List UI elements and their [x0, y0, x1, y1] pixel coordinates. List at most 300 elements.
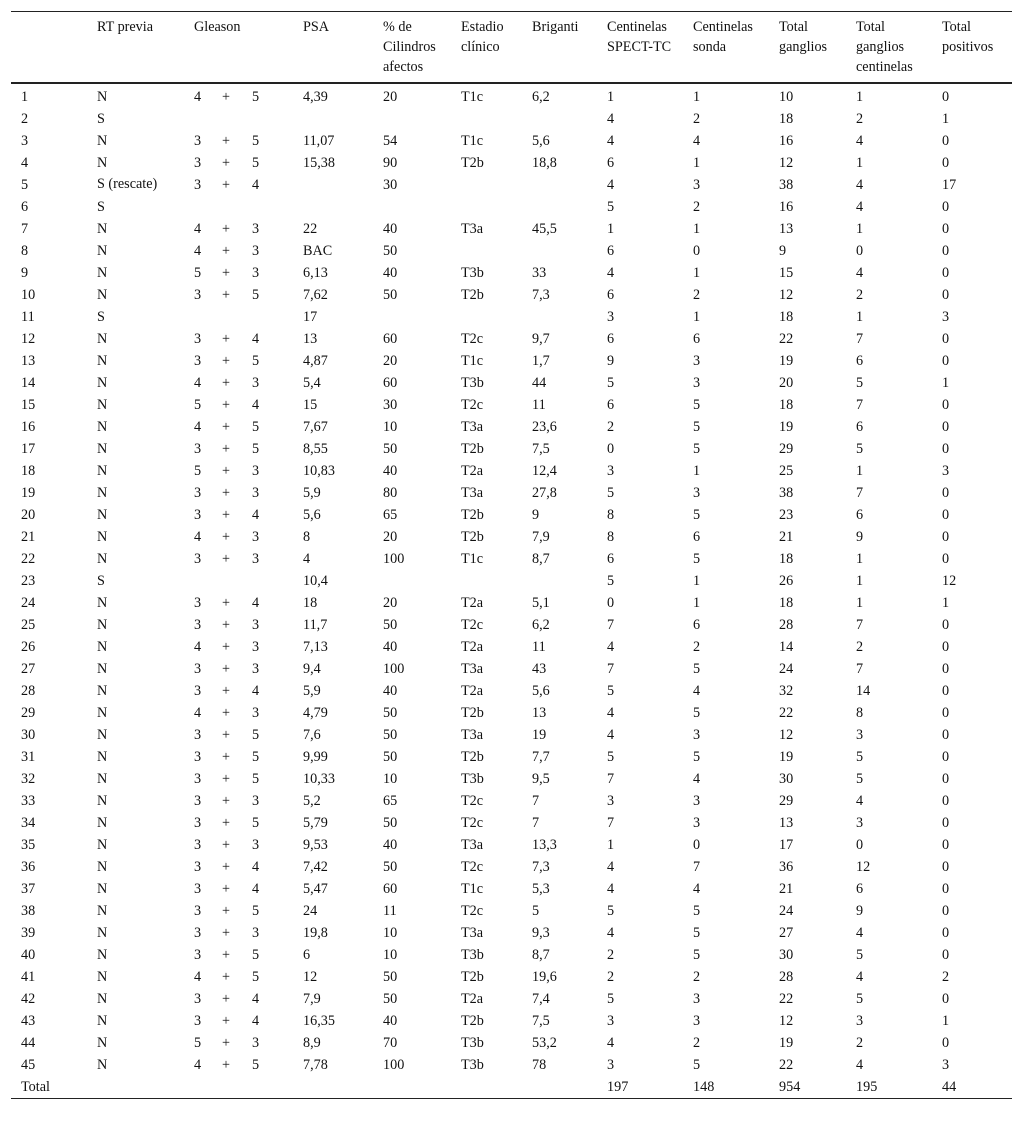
- total-centinelas-cell: 7: [856, 485, 864, 501]
- total-centinelas-cell: 0: [856, 243, 864, 259]
- gleason-primary: 4: [194, 705, 202, 721]
- total-centinelas-cell: 4: [856, 177, 864, 193]
- briganti-cell: 5,1: [532, 595, 550, 611]
- cilindros-cell: 20: [383, 89, 398, 105]
- briganti-cell: 23,6: [532, 419, 557, 435]
- rt-previa-cell: N: [97, 903, 108, 919]
- sonda-cell: 3: [693, 991, 701, 1007]
- total-positivos-cell: 3: [942, 309, 950, 325]
- cilindros-cell: 50: [383, 859, 398, 875]
- case-number-cell: 38: [21, 903, 36, 919]
- total-ganglios-cell: 21: [779, 881, 794, 897]
- gleason-cell: [184, 196, 293, 218]
- spect-cell: 3: [607, 1013, 615, 1029]
- psa-cell: 18: [303, 595, 318, 611]
- column-header: RT previa: [97, 19, 154, 35]
- total-ganglios-cell: 25: [779, 463, 794, 479]
- sonda-cell: 3: [693, 353, 701, 369]
- estadio-cell: T3b: [461, 771, 484, 787]
- total-ganglios-cell: 12: [779, 1013, 794, 1029]
- gleason-plus: +: [222, 837, 231, 853]
- total-ganglios-cell: 13: [779, 815, 794, 831]
- table-body: [11, 83, 1012, 1076]
- cilindros-cell: 90: [383, 155, 398, 171]
- total-positivos-cell: 0: [942, 199, 950, 215]
- spect-cell: 2: [607, 947, 615, 963]
- total-ganglios-cell: 18: [779, 309, 794, 325]
- total-centinelas-cell: 14: [856, 683, 871, 699]
- column-header: Total ganglios centinelas: [856, 19, 913, 75]
- spect-cell: 5: [607, 991, 615, 1007]
- briganti-cell: 33: [532, 265, 547, 281]
- gleason-plus: +: [222, 903, 231, 919]
- estadio-cell: T2b: [461, 705, 484, 721]
- cilindros-cell: 20: [383, 595, 398, 611]
- rt-previa-cell: S: [97, 199, 105, 215]
- briganti-cell: 12,4: [532, 463, 557, 479]
- cilindros-cell: 11: [383, 903, 397, 919]
- cilindros-cell: 40: [383, 221, 398, 237]
- briganti-cell: 19: [532, 727, 547, 743]
- estadio-cell: T2a: [461, 991, 484, 1007]
- sonda-cell: 5: [693, 661, 701, 677]
- gleason-secondary: 3: [252, 925, 260, 941]
- cilindros-cell: 30: [383, 177, 398, 193]
- case-number-cell: 2: [21, 111, 29, 127]
- gleason-primary: 3: [194, 617, 202, 633]
- gleason-primary: 3: [194, 661, 202, 677]
- rt-previa-cell: N: [97, 397, 108, 413]
- table-row: [11, 702, 1012, 724]
- briganti-cell: 78: [532, 1057, 547, 1073]
- gleason-secondary: 5: [252, 969, 260, 985]
- case-number-cell: 6: [21, 199, 29, 215]
- gleason-score: [194, 86, 259, 108]
- cilindros-cell: 65: [383, 793, 398, 809]
- sonda-cell: 7: [693, 859, 701, 875]
- gleason-score: [194, 944, 259, 966]
- gleason-score: [194, 592, 259, 614]
- table-row: [11, 768, 1012, 790]
- total-centinelas-cell: 7: [856, 661, 864, 677]
- gleason-plus: +: [222, 991, 231, 1007]
- gleason-score: [194, 394, 259, 416]
- table-row: [11, 834, 1012, 856]
- sonda-cell: 2: [693, 969, 701, 985]
- spect-cell: 4: [607, 925, 615, 941]
- cilindros-cell: 50: [383, 991, 398, 1007]
- total-positivos-cell: 3: [942, 463, 950, 479]
- psa-cell: 4: [303, 551, 311, 567]
- estadio-cell: T3a: [461, 837, 484, 853]
- gleason-score: [194, 724, 259, 746]
- sonda-cell: 5: [693, 507, 701, 523]
- sonda-cell: 1: [693, 155, 701, 171]
- rt-previa-cell: N: [97, 529, 108, 545]
- gleason-secondary: 5: [252, 749, 260, 765]
- spect-cell: 5: [607, 749, 615, 765]
- gleason-cell: [184, 922, 293, 944]
- gleason-secondary: 3: [252, 793, 260, 809]
- psa-cell: 10,4: [303, 573, 328, 589]
- gleason-secondary: 5: [252, 727, 260, 743]
- cilindros-cell: 50: [383, 727, 398, 743]
- column-header: % de Cilindros afectos: [383, 19, 436, 75]
- briganti-cell: 11: [532, 639, 546, 655]
- rt-previa-cell: N: [97, 1057, 108, 1073]
- case-number-cell: 3: [21, 133, 29, 149]
- table-row: [11, 83, 1012, 108]
- total-positivos-cell: 0: [942, 155, 950, 171]
- rt-previa-cell: N: [97, 89, 108, 105]
- estadio-cell: T3b: [461, 265, 484, 281]
- rt-previa-cell: S: [97, 309, 105, 325]
- sonda-cell: 1: [693, 89, 701, 105]
- gleason-secondary: 5: [252, 89, 260, 105]
- psa-cell: 5,9: [303, 683, 321, 699]
- cilindros-cell: [373, 306, 451, 328]
- estadio-cell: T3a: [461, 485, 484, 501]
- gleason-secondary: 5: [252, 771, 260, 787]
- case-number-cell: 4: [21, 155, 29, 171]
- table-row: [11, 790, 1012, 812]
- spect-cell: 7: [607, 661, 615, 677]
- rt-previa-cell: N: [97, 485, 108, 501]
- estadio-cell: T2b: [461, 507, 484, 523]
- cilindros-cell: 10: [383, 771, 398, 787]
- gleason-primary: 5: [194, 463, 202, 479]
- gleason-cell: [184, 218, 293, 240]
- gleason-cell: [184, 504, 293, 526]
- estadio-cell: T3a: [461, 661, 484, 677]
- total-centinelas-cell: 9: [856, 529, 864, 545]
- case-number-cell: 45: [21, 1057, 36, 1073]
- case-number-cell: 32: [21, 771, 36, 787]
- table-row: [11, 152, 1012, 174]
- psa-cell: 5,79: [303, 815, 328, 831]
- case-number-cell: 15: [21, 397, 36, 413]
- psa-cell: 6,13: [303, 265, 328, 281]
- table-row: [11, 196, 1012, 218]
- total-positivos-cell: 0: [942, 551, 950, 567]
- case-number-cell: 9: [21, 265, 29, 281]
- table-header: [11, 12, 1012, 84]
- gleason-score: [194, 196, 252, 218]
- estadio-cell: T3b: [461, 947, 484, 963]
- gleason-cell: [184, 570, 293, 592]
- rt-previa-cell: N: [97, 265, 108, 281]
- rt-previa-cell: S: [97, 573, 105, 589]
- total-ganglios-cell: 22: [779, 331, 794, 347]
- case-number-cell: 28: [21, 683, 36, 699]
- gleason-cell: [184, 658, 293, 680]
- gleason-plus: +: [222, 925, 231, 941]
- gleason-secondary: 4: [252, 991, 260, 1007]
- rt-previa-cell: N: [97, 287, 108, 303]
- cilindros-cell: 40: [383, 837, 398, 853]
- sonda-cell: 2: [693, 199, 701, 215]
- total-centinelas-cell: 2: [856, 1035, 864, 1051]
- rt-previa-cell: N: [97, 881, 108, 897]
- briganti-cell: [522, 174, 597, 196]
- table-row: [11, 570, 1012, 592]
- estadio-cell: T3b: [461, 1035, 484, 1051]
- spect-cell: 5: [607, 485, 615, 501]
- rt-previa-cell: N: [97, 155, 108, 171]
- gleason-primary: 3: [194, 551, 202, 567]
- sonda-cell: 2: [693, 287, 701, 303]
- briganti-cell: 5: [532, 903, 540, 919]
- total-centinelas-cell: 5: [856, 771, 864, 787]
- total-centinelas-cell: 6: [856, 881, 864, 897]
- gleason-plus: +: [222, 551, 231, 567]
- estadio-cell: T2c: [461, 397, 484, 413]
- total-centinelas-cell: 1: [856, 573, 864, 589]
- total-centinelas-cell: 3: [856, 1013, 864, 1029]
- rt-previa-cell: N: [97, 551, 108, 567]
- gleason-plus: +: [222, 397, 231, 413]
- gleason-primary: 4: [194, 419, 202, 435]
- total-centinelas-cell: 2: [856, 639, 864, 655]
- psa-cell: 10,83: [303, 463, 335, 479]
- gleason-score: [194, 174, 259, 196]
- gleason-cell: [184, 482, 293, 504]
- column-header: Briganti: [532, 19, 579, 35]
- sonda-cell: 4: [693, 771, 701, 787]
- sonda-cell: 3: [693, 485, 701, 501]
- sonda-cell: 5: [693, 749, 701, 765]
- gleason-plus: +: [222, 331, 231, 347]
- estadio-cell: [451, 240, 522, 262]
- total-positivos-cell: 0: [942, 221, 950, 237]
- estadio-cell: T2c: [461, 903, 484, 919]
- cilindros-cell: 70: [383, 1035, 398, 1051]
- total-positivos-cell: 0: [942, 661, 950, 677]
- total-ganglios-cell: 16: [779, 133, 794, 149]
- total-positivos-cell: 0: [942, 243, 950, 259]
- cilindros-cell: 60: [383, 331, 398, 347]
- spect-cell: 0: [607, 595, 615, 611]
- briganti-cell: [522, 306, 597, 328]
- total-positivos-cell: 0: [942, 287, 950, 303]
- column-header: Total ganglios: [779, 19, 828, 55]
- gleason-plus: +: [222, 639, 231, 655]
- sonda-cell: 1: [693, 573, 701, 589]
- table-row: [11, 878, 1012, 900]
- cilindros-cell: 40: [383, 1013, 398, 1029]
- gleason-plus: +: [222, 683, 231, 699]
- case-number-cell: 22: [21, 551, 36, 567]
- briganti-cell: 7,5: [532, 441, 550, 457]
- gleason-plus: +: [222, 89, 231, 105]
- total-centinelas-cell: 6: [856, 353, 864, 369]
- gleason-score: [194, 658, 259, 680]
- case-number-cell: 35: [21, 837, 36, 853]
- gleason-plus: +: [222, 287, 231, 303]
- gleason-plus: +: [222, 815, 231, 831]
- total-ganglios-cell: 18: [779, 551, 794, 567]
- total-ganglios-cell: 14: [779, 639, 794, 655]
- gleason-score: [194, 834, 259, 856]
- gleason-plus: +: [222, 265, 231, 281]
- estadio-cell: T1c: [461, 133, 484, 149]
- rt-previa-cell: N: [97, 331, 108, 347]
- briganti-cell: 9,3: [532, 925, 550, 941]
- table-row: [11, 482, 1012, 504]
- total-centinelas-cell: 5: [856, 375, 864, 391]
- total-ganglios-cell: 38: [779, 485, 794, 501]
- table-row: [11, 350, 1012, 372]
- gleason-plus: +: [222, 947, 231, 963]
- table-row: [11, 174, 1012, 196]
- case-number-cell: 20: [21, 507, 36, 523]
- sonda-cell: 2: [693, 1035, 701, 1051]
- cilindros-cell: 54: [383, 133, 398, 149]
- total-centinelas-cell: 3: [856, 727, 864, 743]
- rt-previa-cell: N: [97, 859, 108, 875]
- rt-previa-cell: N: [97, 991, 108, 1007]
- total-centinelas-cell: 1: [856, 309, 864, 325]
- spect-cell: 3: [607, 1057, 615, 1073]
- cilindros-cell: 50: [383, 815, 398, 831]
- total-ganglios-cell: 28: [779, 969, 794, 985]
- cilindros-cell: 100: [383, 1057, 405, 1073]
- spect-cell: 6: [607, 155, 615, 171]
- gleason-plus: +: [222, 749, 231, 765]
- gleason-cell: [184, 812, 293, 834]
- gleason-score: [194, 416, 259, 438]
- sonda-cell: 6: [693, 529, 701, 545]
- gleason-score: [194, 988, 259, 1010]
- gleason-cell: [184, 130, 293, 152]
- estadio-cell: T1c: [461, 89, 484, 105]
- table-row: [11, 812, 1012, 834]
- table-row: [11, 548, 1012, 570]
- psa-cell: 4,79: [303, 705, 328, 721]
- total-centinelas-cell: 9: [856, 903, 864, 919]
- gleason-primary: 3: [194, 925, 202, 941]
- sonda-cell: 4: [693, 881, 701, 897]
- briganti-cell: 9: [532, 507, 540, 523]
- case-number-cell: 30: [21, 727, 36, 743]
- table-footer: [11, 1076, 1012, 1099]
- table-row: [11, 1010, 1012, 1032]
- case-number-cell: 21: [21, 529, 36, 545]
- briganti-cell: 8,7: [532, 551, 550, 567]
- briganti-cell: 9,5: [532, 771, 550, 787]
- gleason-cell: [184, 108, 293, 130]
- cilindros-cell: [373, 570, 451, 592]
- gleason-secondary: 5: [252, 353, 260, 369]
- estadio-cell: T2b: [461, 749, 484, 765]
- psa-cell: 6: [303, 947, 311, 963]
- table-row: [11, 724, 1012, 746]
- gleason-primary: 5: [194, 1035, 202, 1051]
- gleason-secondary: 3: [252, 551, 260, 567]
- case-number-cell: 16: [21, 419, 36, 435]
- total-centinelas-cell: 0: [856, 837, 864, 853]
- total-sonda: 148: [693, 1079, 715, 1095]
- spect-cell: 3: [607, 463, 615, 479]
- cilindros-cell: [373, 108, 451, 130]
- psa-cell: 8,55: [303, 441, 328, 457]
- total-centinelas-cell: 2: [856, 111, 864, 127]
- gleason-score: [194, 680, 259, 702]
- gleason-cell: [184, 284, 293, 306]
- gleason-secondary: 5: [252, 947, 260, 963]
- spect-cell: 4: [607, 705, 615, 721]
- rt-previa-cell: N: [97, 441, 108, 457]
- gleason-score: [194, 152, 259, 174]
- total-empty-rt: [87, 1076, 184, 1099]
- gleason-cell: [184, 592, 293, 614]
- estadio-cell: T2b: [461, 441, 484, 457]
- total-centinelas-cell: 5: [856, 749, 864, 765]
- gleason-secondary: 3: [252, 265, 260, 281]
- psa-cell: 7,62: [303, 287, 328, 303]
- psa-cell: [293, 196, 373, 218]
- total-ganglios-cell: 29: [779, 793, 794, 809]
- rt-previa-cell: N: [97, 595, 108, 611]
- gleason-plus: +: [222, 1057, 231, 1073]
- case-number-cell: 36: [21, 859, 36, 875]
- total-ganglios-cell: 22: [779, 1057, 794, 1073]
- total-positivos-cell: 0: [942, 529, 950, 545]
- gleason-secondary: 3: [252, 661, 260, 677]
- cilindros-cell: 20: [383, 353, 398, 369]
- estadio-cell: T3a: [461, 727, 484, 743]
- gleason-cell: [184, 702, 293, 724]
- briganti-cell: 7,3: [532, 287, 550, 303]
- spect-cell: 9: [607, 353, 615, 369]
- table-row: [11, 1054, 1012, 1076]
- gleason-primary: 3: [194, 991, 202, 1007]
- rt-previa-cell: N: [97, 815, 108, 831]
- sonda-cell: 3: [693, 727, 701, 743]
- psa-cell: 8: [303, 529, 311, 545]
- gleason-primary: 3: [194, 771, 202, 787]
- psa-cell: 9,53: [303, 837, 328, 853]
- case-number-cell: 40: [21, 947, 36, 963]
- psa-cell: 7,13: [303, 639, 328, 655]
- sonda-cell: 1: [693, 265, 701, 281]
- gleason-secondary: 5: [252, 133, 260, 149]
- sonda-cell: 5: [693, 441, 701, 457]
- total-ganglios-cell: 36: [779, 859, 794, 875]
- total-ganglios: 954: [779, 1079, 801, 1095]
- psa-cell: 7,9: [303, 991, 321, 1007]
- total-positivos-cell: 1: [942, 1013, 950, 1029]
- gleason-cell: [184, 328, 293, 350]
- gleason-cell: [184, 416, 293, 438]
- psa-cell: 16,35: [303, 1013, 335, 1029]
- total-ganglios-cell: 16: [779, 199, 794, 215]
- gleason-cell: [184, 174, 293, 196]
- rt-previa-cell: N: [97, 969, 108, 985]
- spect-cell: 7: [607, 771, 615, 787]
- sonda-cell: 4: [693, 133, 701, 149]
- gleason-cell: [184, 790, 293, 812]
- rt-previa-cell: N: [97, 727, 108, 743]
- case-number-cell: 1: [21, 89, 29, 105]
- total-positivos: 44: [942, 1079, 957, 1095]
- psa-cell: 24: [303, 903, 318, 919]
- estadio-cell: T2a: [461, 463, 484, 479]
- psa-cell: 4,39: [303, 89, 328, 105]
- gleason-cell: [184, 350, 293, 372]
- total-ganglios-cell: 23: [779, 507, 794, 523]
- gleason-secondary: 4: [252, 1013, 260, 1029]
